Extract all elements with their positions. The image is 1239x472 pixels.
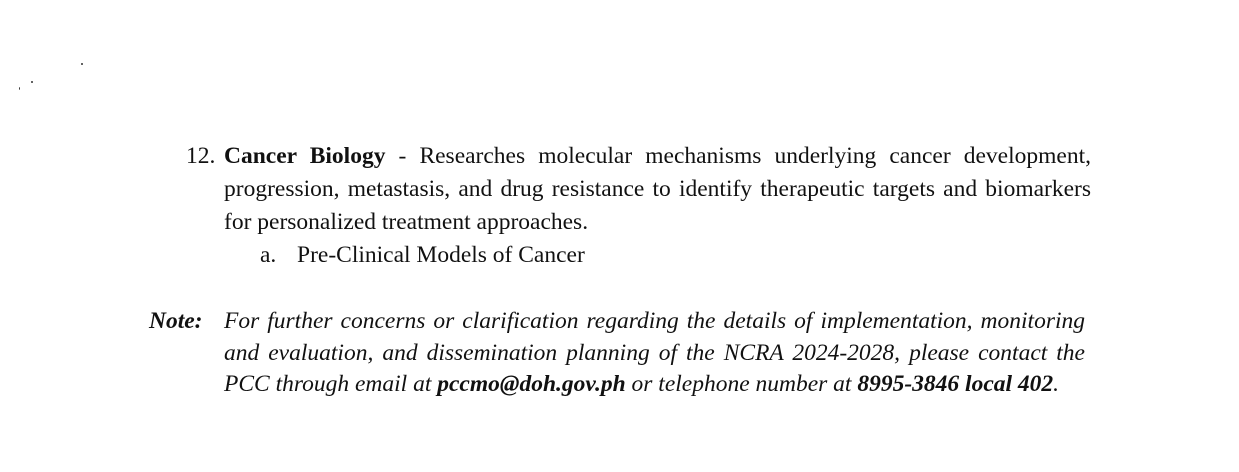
item-body	[224, 140, 1091, 239]
note-end: .	[1053, 371, 1060, 397]
sub-item-marker: a.	[260, 242, 277, 268]
note-body	[224, 306, 1085, 401]
note-label: Note:	[149, 308, 203, 334]
scan-speck	[31, 81, 33, 83]
scan-speck	[19, 87, 20, 90]
contact-phone: 8995-3846 local 402	[857, 371, 1054, 397]
sub-item	[260, 239, 585, 272]
research-priority-item	[186, 140, 1091, 239]
note-text-phone: or telephone number at	[625, 371, 858, 397]
note-block	[149, 306, 1085, 401]
note-text: For further concerns or clarification regarding the details of implementation, monitoring and evaluation, and dissemination planning of the NCRA 2024-2028, please contact the PCC through email at	[224, 308, 1085, 397]
item-number: 12.	[186, 143, 216, 169]
scan-speck	[81, 63, 83, 65]
item-description: - Researches molecular mechanisms underlying cancer development, progression, metastasis, and drug resistance to identify therapeutic targets and biomarkers for personalized treatment approaches.	[224, 143, 1091, 235]
contact-email: pccmo@doh.gov.ph	[437, 371, 626, 397]
sub-item-text: Pre-Clinical Models of Cancer	[297, 242, 585, 268]
item-title: Cancer Biology	[224, 143, 386, 169]
